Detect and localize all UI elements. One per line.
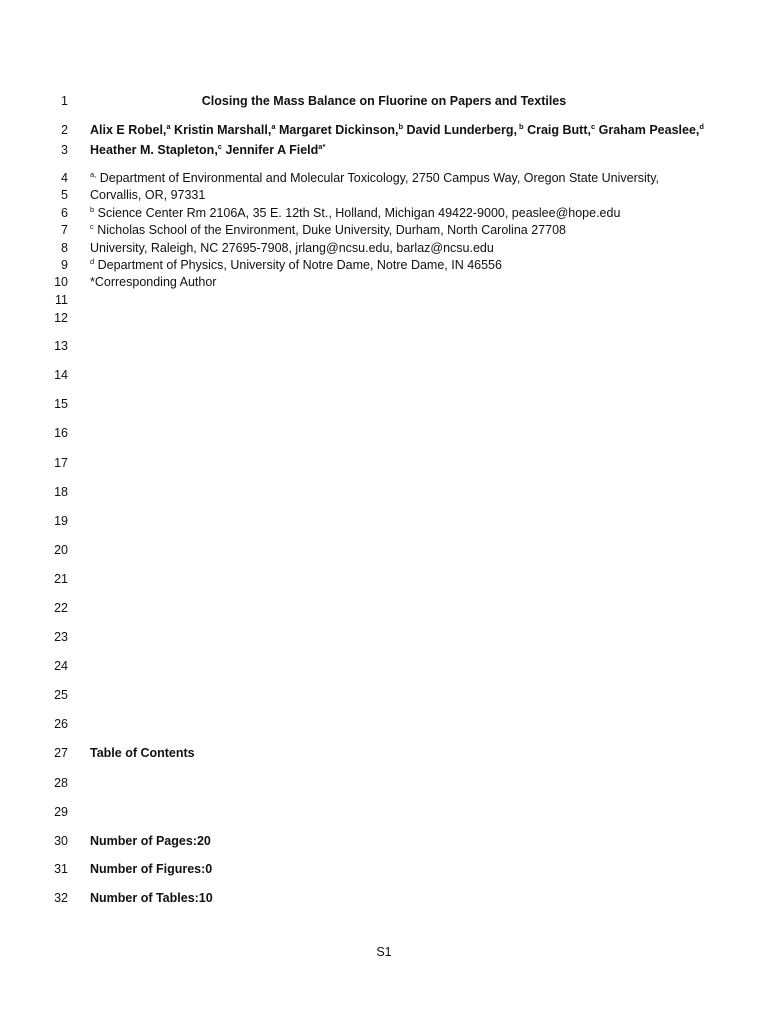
author-name: Alix E Robel, <box>90 123 167 137</box>
affiliation-text: Science Center Rm 2106A, 35 E. 12th St., Holland, Michigan 49422-9000, peaslee@hope.edu <box>97 206 621 220</box>
author-list-line-1 <box>90 122 704 138</box>
affiliation-text: Department of Physics, University of Notre Dame, Notre Dame, IN 46556 <box>94 258 502 272</box>
affiliation-a <box>90 170 659 186</box>
line-number: 2 <box>61 123 68 137</box>
line-number: 15 <box>54 397 68 411</box>
author-affiliation-mark: d <box>699 122 704 131</box>
paper-title: Closing the Mass Balance on Fluorine on Papers and Textiles <box>201 94 567 108</box>
author-name: Jennifer A Field <box>221 143 319 157</box>
author-list-line-2 <box>90 142 325 158</box>
line-number: 31 <box>54 862 68 876</box>
toc-number-of-pages: Number of Pages:20 <box>90 834 211 848</box>
line-number: 30 <box>54 834 68 848</box>
author-affiliation-mark: c <box>590 122 596 131</box>
page-number: S1 <box>376 945 392 959</box>
affiliation-mark: a, <box>90 170 97 179</box>
line-number: 12 <box>54 311 68 325</box>
line-number: 23 <box>54 630 68 644</box>
line-number: 11 <box>55 293 68 307</box>
line-number: 29 <box>54 805 68 819</box>
affiliation-c-continued: University, Raleigh, NC 27695-7908, jrlang@ncsu.edu, barlaz@ncsu.edu <box>90 241 494 255</box>
author-name: Margaret Dickinson, <box>275 123 399 137</box>
line-number: 28 <box>54 776 68 790</box>
affiliation-mark: c <box>90 222 94 231</box>
line-number: 13 <box>54 339 68 353</box>
author-name: Craig Butt, <box>523 123 591 137</box>
line-number: 22 <box>54 601 68 615</box>
author-affiliation-mark: b <box>398 122 404 131</box>
affiliation-c <box>90 222 566 238</box>
line-number: 9 <box>61 258 68 272</box>
line-number: 7 <box>61 223 68 237</box>
author-affiliation-mark: a* <box>318 142 326 151</box>
line-number: 10 <box>54 275 68 289</box>
line-number: 32 <box>54 891 68 905</box>
line-number: 1 <box>61 94 68 108</box>
line-number: 5 <box>61 188 68 202</box>
affiliation-b <box>90 205 620 221</box>
author-affiliation-mark: a <box>271 122 276 131</box>
line-number: 24 <box>54 659 68 673</box>
author-affiliation-mark: a <box>166 122 171 131</box>
line-number: 19 <box>54 514 68 528</box>
line-number: 3 <box>61 143 68 157</box>
author-name: Kristin Marshall, <box>170 123 272 137</box>
affiliation-a-continued: Corvallis, OR, 97331 <box>90 188 206 202</box>
toc-heading: Table of Contents <box>90 746 195 760</box>
author-name: David Lunderberg, <box>403 123 517 137</box>
line-number: 14 <box>54 368 68 382</box>
line-number: 4 <box>61 171 68 185</box>
line-number: 18 <box>54 485 68 499</box>
line-number: 6 <box>61 206 68 220</box>
author-name: Heather M. Stapleton, <box>90 143 218 157</box>
affiliation-mark: d <box>90 257 95 266</box>
affiliation-mark: b <box>90 205 95 214</box>
author-affiliation-mark: c <box>217 142 222 151</box>
line-number: 21 <box>54 572 68 586</box>
toc-number-of-figures: Number of Figures:0 <box>90 862 213 876</box>
line-number: 27 <box>54 746 68 760</box>
toc-number-of-tables: Number of Tables:10 <box>90 891 213 905</box>
corresponding-author-note: *Corresponding Author <box>90 275 217 289</box>
line-number: 25 <box>54 688 68 702</box>
line-number: 16 <box>54 426 68 440</box>
affiliation-text: Department of Environmental and Molecular Toxicology, 2750 Campus Way, Oregon State University, <box>96 171 660 185</box>
line-number: 26 <box>54 717 68 731</box>
line-number: 17 <box>54 456 68 470</box>
affiliation-text: Nicholas School of the Environment, Duke University, Durham, North Carolina 27708 <box>97 223 566 237</box>
author-name: Graham Peaslee, <box>595 123 700 137</box>
affiliation-d <box>90 257 502 273</box>
author-affiliation-mark: b <box>516 122 524 131</box>
line-number: 20 <box>54 543 68 557</box>
line-number: 8 <box>61 241 68 255</box>
